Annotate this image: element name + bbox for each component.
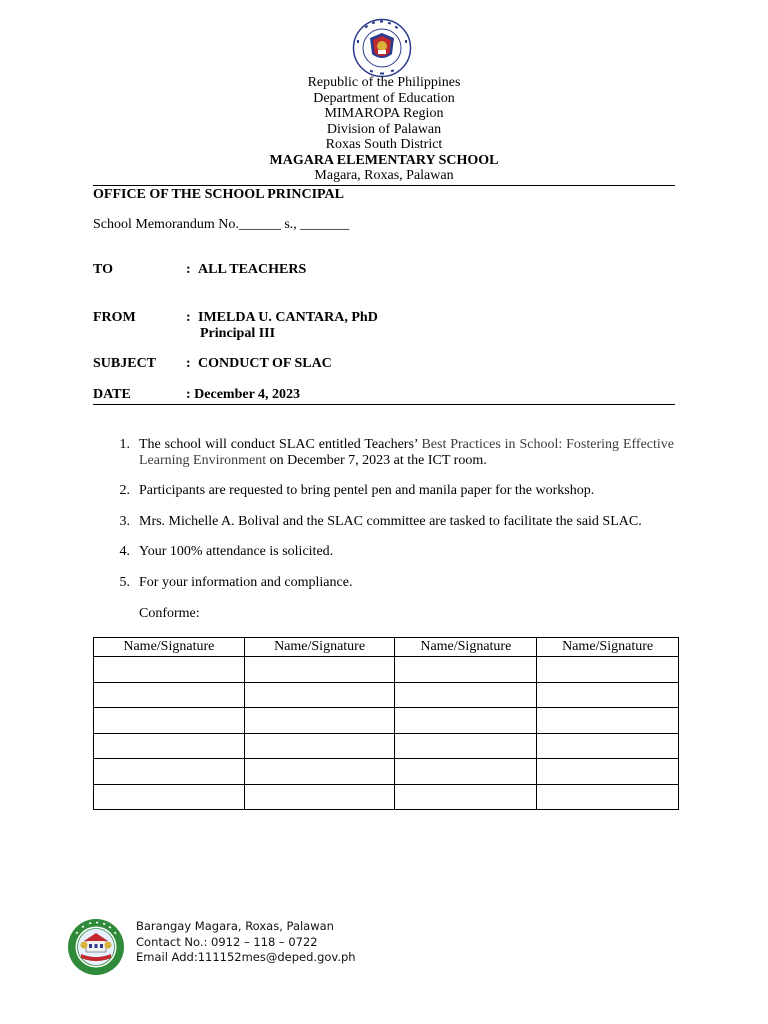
column-header: Name/Signature bbox=[537, 638, 679, 657]
item-text: Your 100% attendance is solicited. bbox=[139, 544, 334, 559]
item-number: 5. bbox=[119, 575, 130, 590]
table-row bbox=[94, 784, 679, 810]
signature-cell[interactable] bbox=[395, 733, 537, 759]
column-header: Name/Signature bbox=[395, 638, 537, 657]
signature-cell[interactable] bbox=[244, 759, 395, 785]
item-number: 3. bbox=[119, 514, 130, 529]
signature-cell[interactable] bbox=[94, 784, 245, 810]
signature-cell[interactable] bbox=[94, 657, 245, 683]
table-header-row bbox=[94, 638, 679, 657]
signature-cell[interactable] bbox=[537, 784, 679, 810]
item-text: Mrs. Michelle A. Bolival and the SLAC committee are tasked to facilitate the said SLAC. bbox=[139, 514, 642, 529]
header-division: Division of Palawan bbox=[326, 121, 442, 137]
date-label: DATE bbox=[93, 387, 131, 402]
signature-cell[interactable] bbox=[395, 657, 537, 683]
signature-cell[interactable] bbox=[244, 733, 395, 759]
school-name: MAGARA ELEMENTARY SCHOOL bbox=[269, 152, 499, 168]
date-value: : December 4, 2023 bbox=[186, 387, 301, 402]
signature-cell[interactable] bbox=[395, 682, 537, 708]
signature-cell[interactable] bbox=[94, 682, 245, 708]
footer-contact: Contact No.: 0912 – 118 – 0722 bbox=[136, 934, 318, 949]
subject-colon: : bbox=[186, 356, 191, 371]
item-text: For your information and compliance. bbox=[139, 575, 353, 590]
item-text-part: The school will conduct SLAC entitled Teachers’ bbox=[139, 437, 422, 452]
signature-cell[interactable] bbox=[537, 657, 679, 683]
memo-number: School Memorandum No.______ s., _______ bbox=[93, 217, 350, 232]
to-label: TO bbox=[93, 262, 113, 277]
item-text bbox=[139, 437, 674, 469]
signature-cell[interactable] bbox=[537, 759, 679, 785]
signature-cell[interactable] bbox=[395, 784, 537, 810]
signature-cell[interactable] bbox=[537, 708, 679, 734]
signature-cell[interactable] bbox=[244, 657, 395, 683]
header-department: Department of Education bbox=[313, 90, 455, 106]
signature-cell[interactable] bbox=[94, 708, 245, 734]
table-row bbox=[94, 708, 679, 734]
header-district: Roxas South District bbox=[325, 137, 443, 152]
item-number: 1. bbox=[119, 437, 130, 452]
column-header: Name/Signature bbox=[244, 638, 395, 657]
column-header: Name/Signature bbox=[94, 638, 245, 657]
signature-cell[interactable] bbox=[94, 759, 245, 785]
signature-cell[interactable] bbox=[244, 682, 395, 708]
signature-cell[interactable] bbox=[244, 708, 395, 734]
item-number: 4. bbox=[119, 544, 130, 559]
signature-cell[interactable] bbox=[395, 708, 537, 734]
footer-address: Barangay Magara, Roxas, Palawan bbox=[136, 919, 334, 933]
signature-table bbox=[93, 637, 679, 810]
subject-value: CONDUCT OF SLAC bbox=[198, 356, 332, 371]
office-title: OFFICE OF THE SCHOOL PRINCIPAL bbox=[93, 187, 344, 202]
school-logo bbox=[67, 918, 125, 976]
signature-cell[interactable] bbox=[537, 733, 679, 759]
signature-cell[interactable] bbox=[94, 733, 245, 759]
signature-cell[interactable] bbox=[244, 784, 395, 810]
table-row bbox=[94, 733, 679, 759]
training-title: Best Practices in School: Fostering Effective Learning Environment bbox=[139, 437, 674, 468]
date-rule bbox=[93, 404, 675, 405]
from-value: IMELDA U. CANTARA, PhD bbox=[198, 310, 378, 325]
item-text-part: on December 7, 2023 at the ICT room. bbox=[266, 453, 487, 468]
list-item bbox=[0, 437, 768, 471]
school-address: Magara, Roxas, Palawan bbox=[314, 168, 454, 183]
signature-cell[interactable] bbox=[537, 682, 679, 708]
from-colon: : bbox=[186, 310, 191, 325]
signature-cell[interactable] bbox=[395, 759, 537, 785]
from-title: Principal III bbox=[200, 326, 276, 341]
header-rule bbox=[93, 185, 675, 187]
deped-seal bbox=[352, 18, 412, 78]
item-number: 2. bbox=[119, 483, 130, 498]
to-value: ALL TEACHERS bbox=[198, 262, 307, 277]
subject-label: SUBJECT bbox=[93, 356, 157, 371]
table-row bbox=[94, 682, 679, 708]
to-colon: : bbox=[186, 262, 191, 277]
header-region: MIMAROPA Region bbox=[324, 106, 444, 121]
item-text: Participants are requested to bring pentel pen and manila paper for the workshop. bbox=[139, 483, 595, 498]
from-label: FROM bbox=[93, 310, 136, 325]
header-republic: Republic of the Philippines bbox=[307, 75, 461, 90]
footer-email: Email Add:111152mes@deped.gov.ph bbox=[136, 950, 356, 964]
conforme-label: Conforme: bbox=[139, 606, 200, 621]
table-row bbox=[94, 759, 679, 785]
table-row bbox=[94, 657, 679, 683]
